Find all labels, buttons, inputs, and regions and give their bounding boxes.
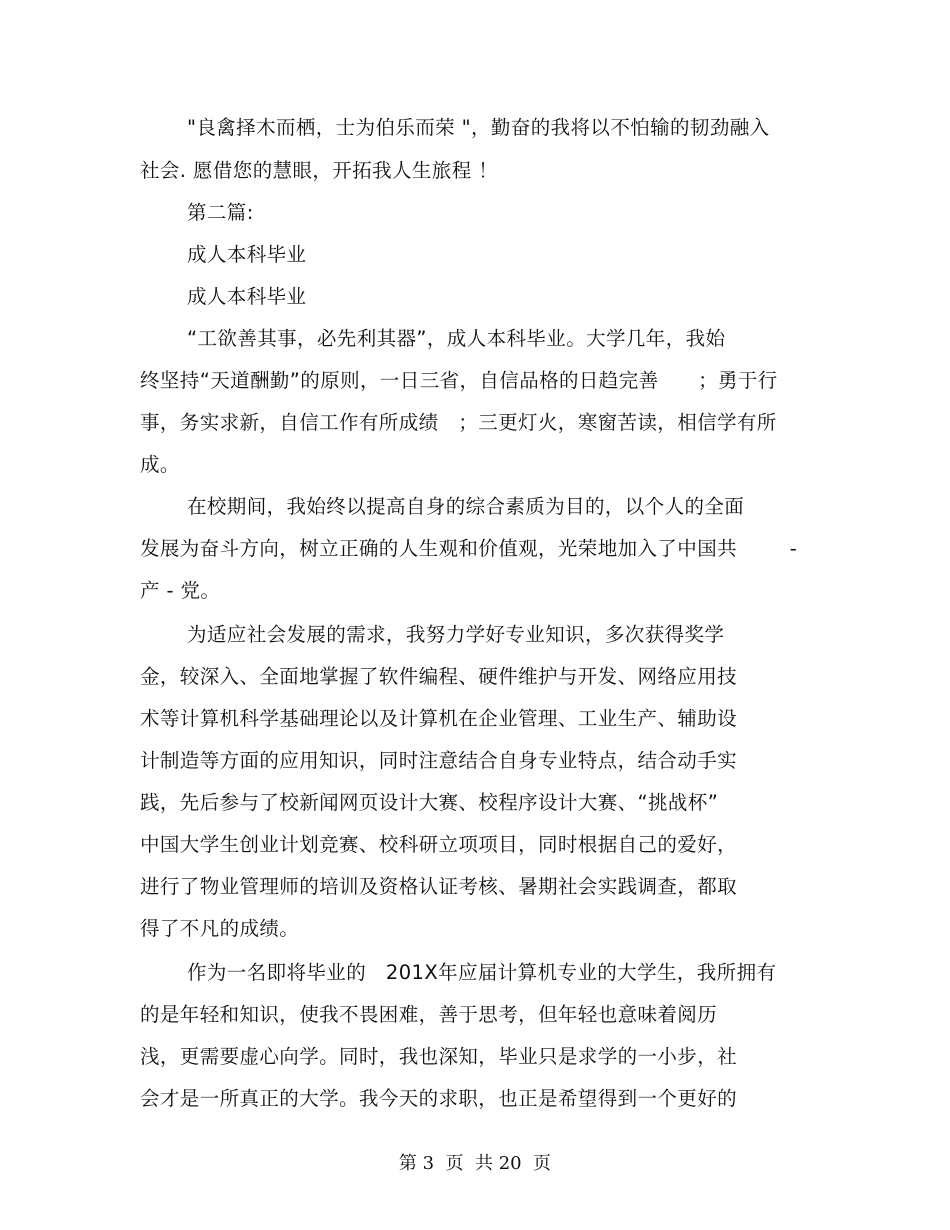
text-line: 终坚持“天道酬勤”的原则，一日三省，自信品格的日趋完善 ；勇于行 [140,369,778,392]
text-line: 践，先后参与了校新闻网页设计大赛、校程序设计大赛、“挑战杯” [140,791,719,814]
text-line: 发展为奋斗方向，树立正确的人生观和价值观，光荣地加入了中国共 - [140,537,798,560]
text-line: 事，务实求新，自信工作有所成绩 ；三更灯火，寒窗苦读，相信学有所 [140,411,777,434]
text-line: 中国大学生创业计划竞赛、校科研立项项目，同时根据自己的爱好， [140,833,738,856]
text-line: 成。 [140,453,180,476]
text-line: 产 - 党。 [140,579,221,602]
section-heading: 第二篇: [187,201,254,224]
text-line: 为适应社会发展的需求，我努力学好专业知识，多次获得奖学 [187,623,725,646]
text-line: 计制造等方面的应用知识，同时注意结合自身专业特点，结合动手实 [140,749,738,772]
text-line: 进行了物业管理师的培训及资格认证考核、暑期社会实践调查，都取 [140,875,738,898]
text-line: 金，较深入、全面地掌握了软件编程、硬件维护与开发、网络应用技 [140,665,738,688]
section-title: 成人本科毕业 [187,285,307,308]
text-line: 作为一名即将毕业的 201X年应届计算机专业的大学生，我所拥有 [187,961,777,984]
section-title: 成人本科毕业 [187,243,307,266]
text-line: 浅，更需要虚心向学。同时，我也深知，毕业只是求学的一小步，社 [140,1045,738,1068]
text-line: 会才是一所真正的大学。我今天的求职，也正是希望得到一个更好的 [140,1087,738,1110]
page-number-footer: 第 3 页 共 20 页 [398,1153,552,1174]
text-line: "良禽择木而栖，士为伯乐而荣 "，勤奋的我将以不怕输的韧劲融入 [187,116,770,139]
text-line: “工欲善其事，必先利其器”，成人本科毕业。大学几年，我始 [187,327,726,350]
text-line: 得了不凡的成绩。 [140,917,300,940]
text-line: 的是年轻和知识，使我不畏困难，善于思考，但年轻也意味着阅历 [140,1003,718,1026]
text-line: 在校期间，我始终以提高自身的综合素质为目的，以个人的全面 [187,495,745,518]
text-line: 术等计算机科学基础理论以及计算机在企业管理、工业生产、辅助设 [140,707,738,730]
text-line: 社会. 愿借您的慧眼，开拓我人生旅程 ！ [140,159,499,182]
